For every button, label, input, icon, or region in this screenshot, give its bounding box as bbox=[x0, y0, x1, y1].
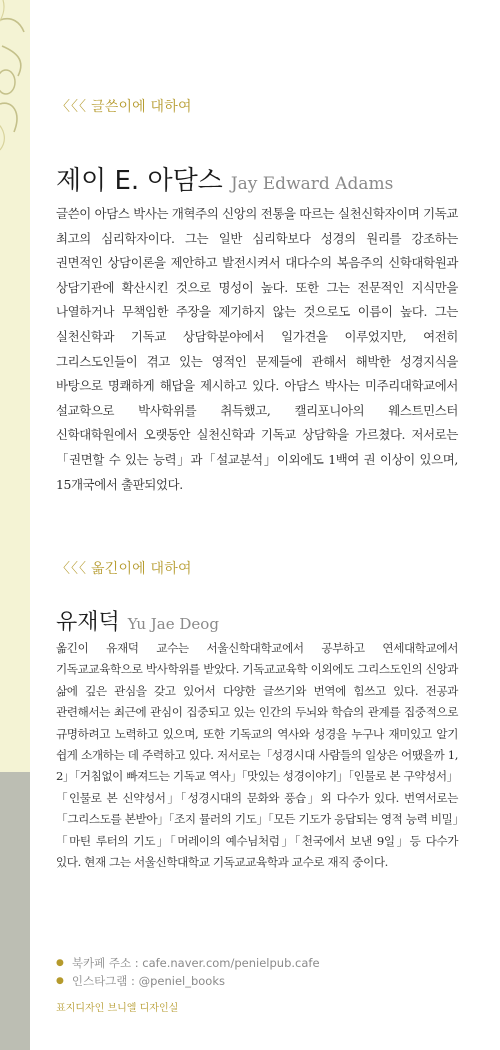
author-bio: 글쓴이 아담스 박사는 개혁주의 신앙의 전통을 따르는 실천신학자이며 기독교 최고의 심리학자이다. 그는 일반 심리학보다 성경의 원리를 강조하는 권면적인 상담이론을 제안하고 발전시켜서 대다수의 복음주의 신학대학원과 상담기관에 확산시킨 것으로 명성이 높다. 또한 그는 전문적인 지식만을 나열하거나 무책임한 주장을 제기하지 않는 것으로도 이름이 높다. 그는 실천신학과 기독교 상담학분야에서 일가견을 이루었지만, 여전히 그리스도인들이 겪고 있는 영적인 문제들에 관해서 해박한 성경지식을 바탕으로 명쾌하게 해답을 제시하고 있다. 아담스 박사는 미주리대학교에서 설교학으로 박사학위를 취득했고, 캘리포니아의 웨스트민스터 신학대학원에서 오랫동안 실천신학과 기독교 상담학을 가르쳤다. 저서로는「권면할 수 있는 능력」과「설교분석」이외에도 1백여 권 이상이 있으며, 15개국에서 출판되었다. bbox=[56, 206, 458, 492]
translator-english-name: Yu Jae Deog bbox=[127, 615, 219, 633]
chevron-left-icon: 〈〈〈 bbox=[56, 99, 87, 115]
spine-panel-bottom bbox=[0, 772, 30, 1050]
author-english-name: Jay Edward Adams bbox=[230, 174, 394, 194]
author-name-row bbox=[56, 160, 393, 197]
contact-info bbox=[56, 954, 320, 990]
bullet-icon: ● bbox=[56, 976, 64, 986]
translator-name-row bbox=[56, 605, 219, 636]
author-korean-name: 제이 E. 아담스 bbox=[56, 166, 223, 196]
translator-bio: 옮긴이 유재덕 교수는 서울신학대학교에서 공부하고 연세대학교에서 기독교교육학으로 박사학위를 받았다. 기독교교육학 이외에도 그리스도인의 신앙과 삶에 깊은 관심을 갖고 있어서 다양한 글쓰기와 번역에 힘쓰고 있다. 전공과 관련해서는 최근에 관심이 집중되고 있는 인간의 두뇌와 학습의 관계를 집중적으로 규명하려고 노력하고 있으며, 또한 기독교의 역사와 성경을 누구나 재미있고 알기 쉽게 소개하는 데 주력하고 있다. 저서로는「성경시대 사람들의 일상은 어땠을까 1, 2」「거침없이 빠져드는 기독교 역사」「맛있는 성경이야기」「인물로 본 구약성서」「인물로 본 신약성서」「성경시대의 문화와 풍습」외 다수가 있다. 번역서로는「그리스도를 본받아」「조지 뮬러의 기도」「모든 기도가 응답되는 영적 능력 비밀」「마틴 루터의 기도」「머레이의 예수님처럼」「천국에서 보낸 9일」등 다수가 있다. 현재 그는 서울신학대학교 기독교교육학과 교수로 재직 중이다. bbox=[56, 641, 458, 870]
instagram-row bbox=[56, 972, 320, 990]
translator-korean-name: 유재덕 bbox=[56, 610, 120, 635]
instagram-handle: 인스타그램 : @peniel_books bbox=[71, 974, 225, 988]
cafe-address: 북카페 주소 : cafe.naver.com/penielpub.cafe bbox=[71, 956, 320, 970]
cafe-row bbox=[56, 954, 320, 972]
section-heading-author bbox=[56, 96, 192, 116]
section-heading-text: 옮긴이에 대하여 bbox=[91, 561, 192, 577]
decorative-flourish-icon bbox=[0, 0, 30, 160]
design-credit: 표지디자인 브니엘 디자인실 bbox=[56, 1003, 179, 1014]
bullet-icon: ● bbox=[56, 958, 64, 968]
chevron-left-icon: 〈〈〈 bbox=[56, 561, 87, 577]
section-heading-text: 글쓴이에 대하여 bbox=[91, 99, 192, 115]
section-heading-translator bbox=[56, 558, 192, 578]
